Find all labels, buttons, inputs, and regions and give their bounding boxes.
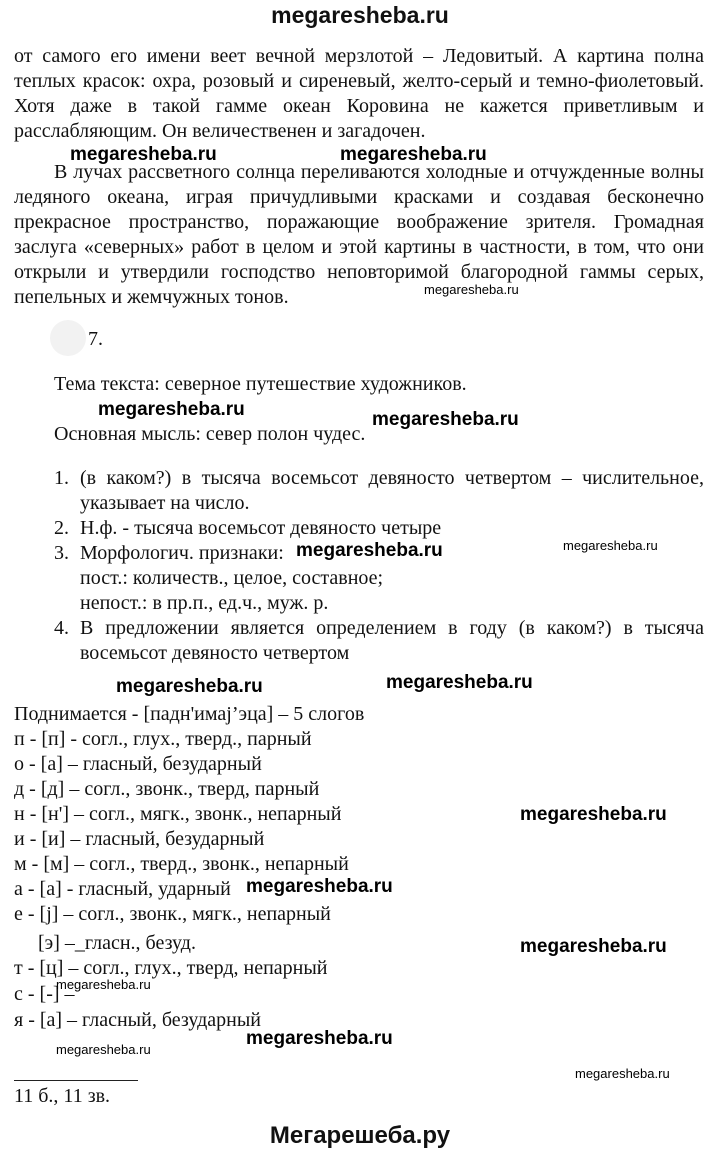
watermark: megaresheba.ru [424, 282, 519, 297]
watermark: megaresheba.ru [70, 144, 217, 165]
watermark: megaresheba.ru [575, 1066, 670, 1081]
paragraph-1: от самого его имени веет вечной мерзлотой – Ледовитый. А картина полна теплых красок: охра, розовый и сиреневый, желто-серый и темно-фиолетовый. Хотя даже в такой гамме океан Коровина не кажется приветливым и расслабляющим. Он величественен и загадочен. [14, 45, 704, 142]
text-main-idea: Основная мысль: север полон чудес. [54, 423, 366, 445]
phonetic-row: а - [а] - гласный, ударный [14, 878, 231, 900]
phonetic-row: т - [ц] – согл., глух., тверд, непарный [14, 957, 328, 979]
watermark: megaresheba.ru [386, 672, 533, 693]
analysis-item-text: пост.: количеств., целое, составное; [80, 567, 384, 589]
footnote-divider [14, 1080, 138, 1081]
watermark: megaresheba.ru [56, 1042, 151, 1057]
phonetic-row: и - [и] – гласный, безударный [14, 828, 265, 850]
analysis-item-number: 2. [54, 517, 69, 539]
analysis-list [54, 466, 704, 666]
phonetic-row: с - [-] – [14, 983, 75, 1005]
watermark: megaresheba.ru [296, 540, 443, 561]
analysis-item-text: Н.ф. - тысяча восемьсот девяносто четыре [80, 517, 442, 539]
analysis-item-text: (в каком?) в тысяча восемьсот девяносто четвертом – числительное, указывает на число. [80, 467, 704, 514]
watermark: megaresheba.ru [340, 144, 487, 165]
phonetic-row: о - [а] – гласный, безударный [14, 753, 262, 775]
phonetic-row: п - [п] - согл., глух., тверд., парный [14, 728, 312, 750]
watermark: megaresheba.ru [246, 876, 393, 897]
task-number: 7. [88, 328, 103, 350]
paragraph-2: В лучах рассветного солнца переливаются холодные и отчужденные волны ледяного океана, играя причудливыми красками и создавая бесконечно прекрасное пространство, поражающие воображение зрителя. Громадная заслуга «северных» работ в целом и этой картины в частности, в том, что они открыли и утвердили господство неповторимой благородной гаммы серых, пепельных и жемчужных тонов. [14, 161, 704, 308]
scan-smudge [50, 320, 86, 356]
watermark: megaresheba.ru [372, 409, 519, 430]
site-footer: Мегарешеба.ру [269, 1122, 451, 1149]
watermark: megaresheba.ru [56, 977, 151, 992]
phonetic-row: н - [н'] – согл., мягк., звонк., непарный [14, 803, 342, 825]
watermark: megaresheba.ru [520, 804, 667, 825]
phonetic-title: Поднимается - [падн'имаj’эца] – 5 слогов [14, 703, 365, 725]
analysis-item-text: непост.: в пр.п., ед.ч., муж. р. [80, 592, 329, 614]
watermark: megaresheba.ru [246, 1028, 393, 1049]
watermark: megaresheba.ru [98, 399, 245, 420]
analysis-item-text: Морфологич. признаки: [80, 542, 284, 564]
text-theme: Тема текста: северное путешествие художников. [54, 373, 467, 395]
site-header: megaresheba.ru [271, 2, 449, 28]
phonetic-row: е - [j] – согл., звонк., мягк., непарный [14, 903, 331, 925]
analysis-item-text: В предложении является определением в году (в каком?) в тысяча восемьсот девяносто четвертом [80, 617, 704, 664]
watermark: megaresheba.ru [520, 936, 667, 957]
analysis-item [54, 466, 704, 516]
phonetic-row: м - [м] – согл., тверд., звонк., непарный [14, 853, 349, 875]
phonetic-row: я - [а] – гласный, безударный [14, 1009, 261, 1031]
analysis-item-number: 4. [54, 617, 69, 639]
analysis-item-number: 3. [54, 542, 69, 564]
phonetic-row: д - [д] – согл., звонк., тверд, парный [14, 778, 320, 800]
phonetic-row: [э] –_гласн., безуд. [38, 932, 196, 954]
watermark: megaresheba.ru [116, 676, 263, 697]
analysis-item-number: 1. [54, 467, 69, 489]
watermark: megaresheba.ru [563, 538, 658, 553]
phonetic-total: 11 б., 11 зв. [14, 1085, 111, 1107]
analysis-item [54, 616, 704, 666]
